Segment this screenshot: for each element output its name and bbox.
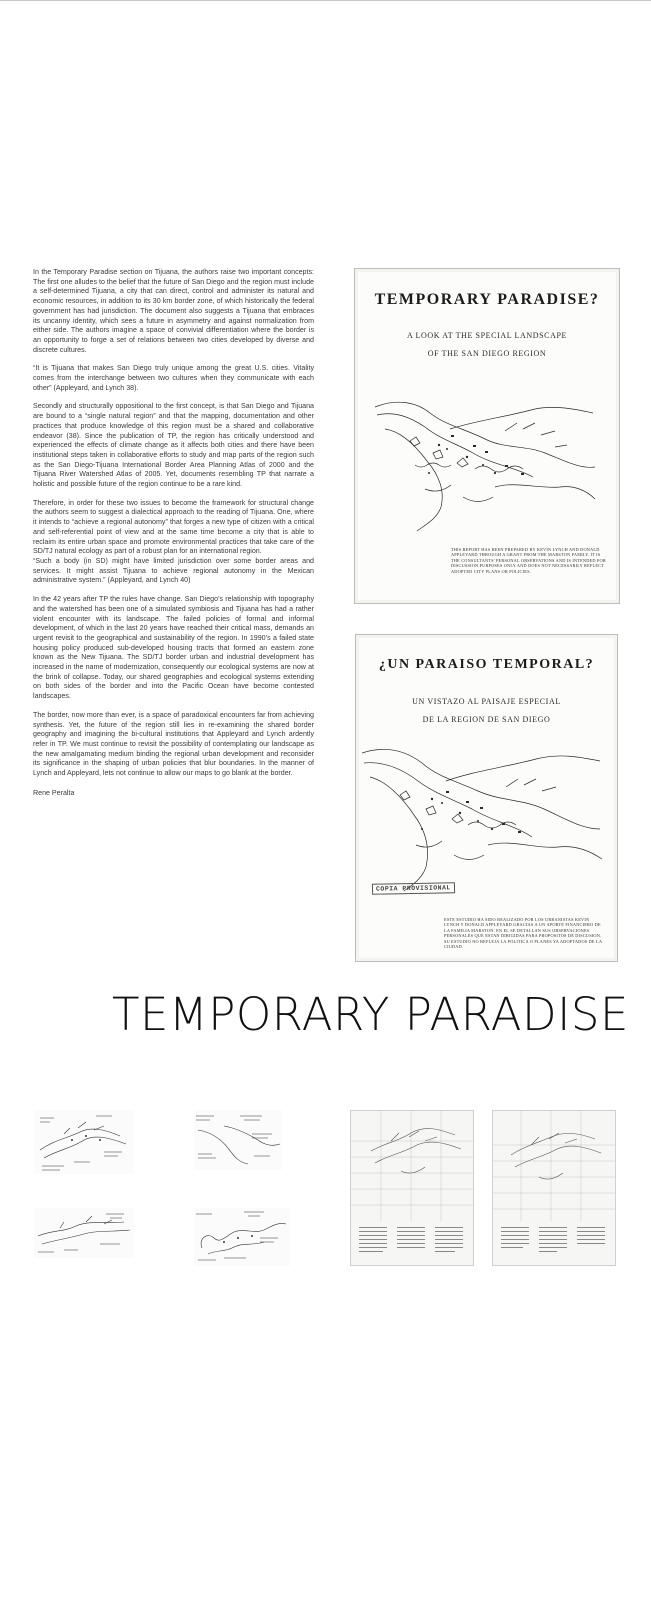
essay-quote: “It is Tijuana that makes San Diego truly unique among the great U.S. cities. Vitality comes from the interchange between two cultures when they communicate with each other” (Appleyard, and Lynch 38).: [33, 364, 314, 392]
cover-title: ¿UN PARAISO TEMPORAL?: [378, 657, 595, 672]
cover-subtitle-line1: UN VISTAZO AL PAISAJE ESPECIAL: [412, 697, 561, 706]
essay-quote: “Such a body (in SD) might have limited jurisdiction over some border areas and services. It might assist Tijuana to achieve regional autonomy in the Mexican administrative system.” (Appleyard, and Lynch 40): [33, 556, 314, 585]
cover-subtitle-line2: OF THE SAN DIEGO REGION: [427, 349, 547, 358]
essay-signature: Rene Peralta: [33, 788, 75, 797]
essay-paragraph: In the Temporary Paradise section on Tijuana, the authors raise two important concepts: The first one alludes to the belief that the future of San Diego and the region must include a self-determined Tijuana, a city that can direct, control and administer its natural and economic resources, in addition to its 30 km border zone, of which historically the federal government has had jurisdiction. The document also suggests a Tijuana that embraces its uncanny identity, which sees a future in asymmetry and against normalization from either side. The authors imagine a space of convivial differentiation where the border is an opportunity to forge a set of relations between two cities developed by diverse and discrete cultures.: [33, 268, 314, 354]
cover-un-paraiso-temporal: [355, 634, 618, 962]
essay-paragraph: The border, now more than ever, is a space of paradoxical encounters far from achieving synthesis. Yet, the future of the region still lies in re-examining the shared border geography and imagining the bi-cultural institutions that Appleyard and Lynch ardently refer in TP. We must continue to revisit the possibility of contemplating our landscape as the new amalgamating medium binding the regional urban development and reconsider its significance in the shaping of urban policies that blur boundaries. In the manner of Lynch and Appleyard, lets not continue to allow our maps to go blank at the border.: [33, 710, 314, 778]
cover-credits: THIS REPORT HAS BEEN PREPARED BY KEVIN LYNCH AND DONALD APPLEYARD THROUGH A GRANT FROM THE MARSTON FAMILY. IT IS THE CONSULTANTS' PERSONAL OBSERVATIONS AND IS INTENDED FOR DISCUSSION PURPOSES ONLY AND DOES NOT NECESSARILY REFLECT ADOPTED CITY PLANS OR POLICIES.: [451, 547, 606, 574]
essay-text: [33, 268, 314, 798]
cover-subtitle-line2: DE LA REGION DE SAN DIEGO: [422, 715, 551, 724]
provisional-stamp: COPIA PROVISIONAL: [372, 882, 455, 894]
essay-paragraph: Therefore, in order for these two issues to become the framework for structural change the authors seem to suggest a dialectical approach to the reading of Tijuana. One, where it intends to “achieve a regional autonomy” that forges a new type of citizen with a critical and self-referential point of view and at the same time become a city that is able to reclaim its entire urban space and promote environmental practices that take care of the SD/TJ natural ecology as part of a robust plan for an international region.: [33, 498, 314, 556]
cover-subtitle-line1: A LOOK AT THE SPECIAL LANDSCAPE: [406, 331, 568, 340]
essay-paragraph: In the 42 years after TP the rules have change. San Diego’s relationship with topography and the watershed has been one of a simulated symbiosis and Tijuana has had a rather violent encounter with its landscape. The failed policies of formal and informal development, of which in the last 20 years have reached their critical mass, demands an urgent revisit to the geographical and sustainability of the region. In 1990’s a failed state housing policy produced sub-developed housing tracts that formed an eastern zone known as the New Tijuana. The SD/TJ border urban and industrial development has increased in the name of modernization, consequently our ecological systems are now at the brink of collapse. Today, our shared geographies and ecological systems extending on both sides of the border and into the Pacific Ocean have become contested landscapes.: [33, 595, 314, 701]
top-rule: [0, 0, 651, 1]
cover-title: TEMPORARY PARADISE?: [374, 291, 600, 308]
region-sketch-map: [355, 369, 619, 549]
cover-credits: ESTE ESTUDIO HA SIDO REALIZADO POR LOS URBANISTAS KEVIN LYNCH Y DONALD APPLEYARD GRACIAS A UN APORTE FINANCIERO DE LA FAMILIA MARSTON. EN EL SE DETALLAN SUS OBSERVACIONES PERSONALES QUE ESTAN DIRIGIDAS PARA PROPOSITOS DE DISCUSION. SU ESTUDIO NO REFLEJA LA POLITICA O PLANES YA ADOPTADOS DE LA CIUDAD.: [444, 917, 602, 950]
essay-paragraph: Secondly and structurally oppositional to the first concept, is that San Diego and Tijuana are bound to a “single natural region” and that the mapping, documentation and other practices that produce knowledge of this region must be a shared and collaborative endeavor (38). Since the publication of TP, the region has critically understood and experienced the effects of climate change as it affects both cities and there have been institutional steps taken in collaborative efforts to study and map parts of the region such as the San Diego-Tijuana International Border Area Planning Atlas of 2000 and the Tijuana River Watershed Atlas of 2005. Yet, documents resembling TP that narrate a holistic and possible future of the region continue to be a rare kind.: [33, 402, 314, 489]
scanned-page: [350, 1110, 474, 1266]
sketch-thumbnail: [34, 1208, 134, 1258]
page-heading: TEMPORARY PARADISE: [112, 988, 629, 1041]
scanned-page: [492, 1110, 616, 1266]
region-sketch-map: [356, 733, 617, 903]
sketch-thumbnail: [194, 1110, 282, 1170]
sketch-thumbnail: [194, 1208, 290, 1266]
sketch-thumbnail: [34, 1110, 134, 1174]
cover-temporary-paradise: [354, 268, 620, 604]
